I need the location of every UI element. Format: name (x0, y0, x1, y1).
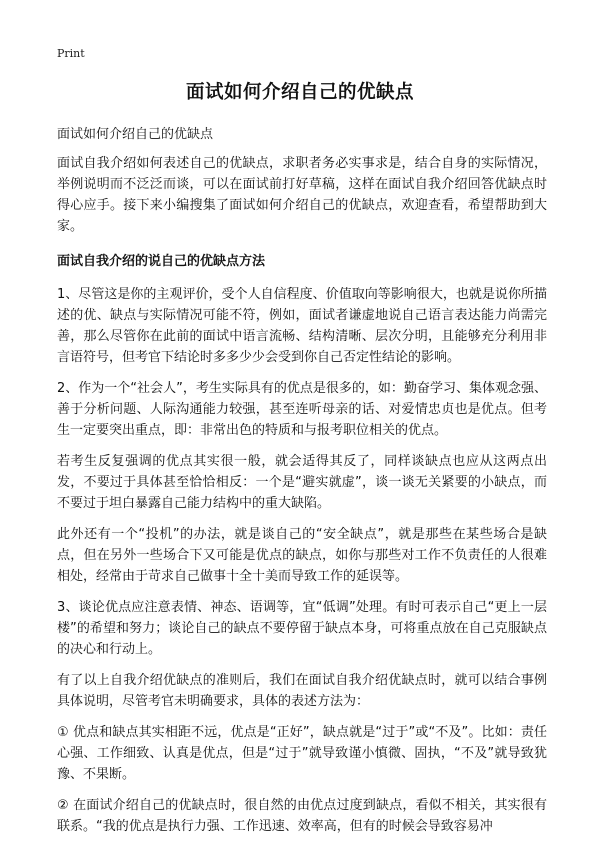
body-paragraph-1: 1、尽管这是你的主观评价，受个人自信程度、价值取向等影响很大，也就是说你所描述的优、缺点与实际情况可能不符，例如，面试者谦虚地说自己语言表达能力尚需完善，那么尽管你在此前的面试中语言流畅、结构清晰、层次分明，且能够充分利用非言语符号，但考官下结论时多多少少会受到你自己否定性结论的影响。 (57, 287, 547, 365)
body-paragraph-3: 若考生反复强调的优点其实很一般，就会适得其反了，同样谈缺点也应从这两点出发，不要过于具体甚至恰恰相反：一个是“避实就虚”，谈一谈无关紧要的小缺点，而不要过于坦白暴露自己能力结构中的重大缺陷。 (57, 454, 547, 511)
intro-paragraph: 面试自我介绍如何表述自己的优缺点，求职者务必实事求是，结合自身的实际情况，举例说明而不泛泛而谈，可以在面试前打好草稿，这样在面试自我介绍回答优缺点时得心应手。接下来小编搜集了面试如何介绍自己的优缺点，欢迎查看，希望帮助到大家。 (57, 156, 547, 234)
body-paragraph-6: 有了以上自我介绍优缺点的准则后，我们在面试自我介绍优缺点时，就可以结合事例具体说明，尽管考官未明确要求，具体的表述方法为： (57, 673, 547, 709)
body-paragraph-8: ② 在面试介绍自己的优缺点时，很自然的由优点过度到缺点，看似不相关，其实很有联系。“我的优点是执行力强、工作迅速、效率高，但有的时候会导致容易冲 (57, 798, 547, 834)
section-heading: 面试自我介绍的说自己的优缺点方法 (57, 254, 266, 269)
body-paragraph-7: ① 优点和缺点其实相距不远，优点是“正好”，缺点就是“过于”或“不及”。比如：责任心强、工作细致、认真是优点，但是“过于”就导致谨小慎微、固执，“不及”就导致犹豫、不果断。 (57, 725, 547, 782)
print-label[interactable]: Print (57, 47, 85, 60)
document-subtitle: 面试如何介绍自己的优缺点 (57, 127, 214, 142)
document-body (57, 124, 547, 847)
document-title: 面试如何介绍自己的优缺点 (185, 82, 414, 103)
body-paragraph-5: 3、谈论优点应注意表情、神态、语调等，宜“低调”处理。有时可表示自己“更上一层楼”的希望和努力；谈论自己的缺点不要停留于缺点本身，可将重点放在自己克服缺点的决心和行动上。 (57, 600, 547, 657)
body-paragraph-2: 2、作为一个“社会人”，考生实际具有的优点是很多的，如：勤奋学习、集体观念强、善于分析问题、人际沟通能力较强，甚至连听母亲的话、对爱情忠贞也是优点。但考生一定要突出重点，即：非常出色的特质和与报考职位相关的优点。 (57, 381, 547, 438)
body-paragraph-4: 此外还有一个“投机”的办法，就是谈自己的“安全缺点”，就是那些在某些场合是缺点，但在另外一些场合下又可能是优点的缺点，如你与那些对工作不负责任的人很难相处，经常由于苛求自己做事十全十美而导致工作的延误等。 (57, 527, 547, 584)
